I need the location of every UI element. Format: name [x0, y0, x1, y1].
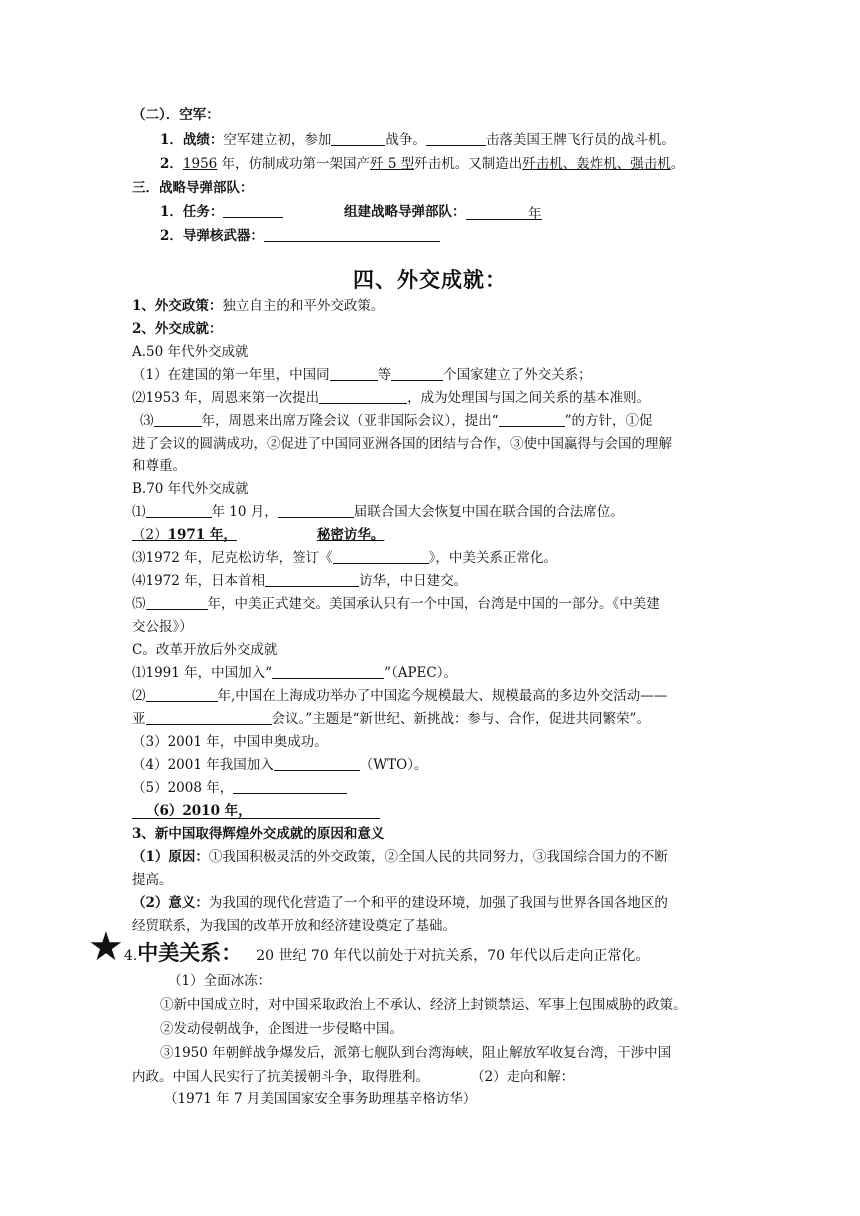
text: ⑸ [132, 596, 146, 612]
text: 年，中美正式建交。美国承认只有一个中国，台湾是中国的一部分。《中美建 [207, 596, 660, 612]
line-r1 [132, 848, 668, 866]
blank [319, 389, 407, 404]
line-b1 [132, 503, 624, 521]
text: 年，周恩来出席万隆会议（亚非国际会议），提出“ [201, 413, 499, 429]
text: ”的方针，①促 [564, 413, 653, 429]
title: 中美关系： [137, 940, 243, 965]
line-reasons-title: 3、新中国取得辉煌外交成就的原因和意义 [132, 826, 385, 842]
text: ⑴ [132, 504, 146, 520]
text: 歼击机。又制造出 [414, 156, 523, 172]
blank [233, 779, 347, 794]
text: 年，仿制成功第一架国产 [217, 156, 371, 172]
line-achievements: 2、外交成就： [132, 321, 223, 337]
line-c6 [132, 802, 380, 820]
text: 秘密访华。 [316, 527, 385, 543]
blank-year [466, 205, 542, 220]
line-r1-cont: 提高。 [132, 872, 173, 888]
text: （2）走向和解： [471, 1069, 575, 1085]
star-icon: ★ [88, 924, 124, 970]
subheading-70s: B.70 年代外交成就 [132, 481, 249, 497]
text: 年 10 月， [211, 504, 278, 520]
line-first-jet [160, 155, 684, 173]
label: 1、外交政策： [132, 298, 223, 314]
line-b4 [132, 572, 467, 590]
text: ⑶ [140, 413, 154, 429]
text: ①我国积极灵活的外交政策，②全国人民的共同努力，③我国综合国力的不断 [208, 849, 668, 865]
line-air-force-record [160, 131, 675, 149]
blank [333, 549, 429, 564]
text: （WTO）。 [359, 757, 428, 773]
line-c2-cont [132, 710, 650, 728]
text: 年,中国在上海成功举办了中国迄今规模最大、规模最高的多边外交活动—— [217, 688, 668, 704]
text: （1）在建国的第一年里，中国同 [132, 367, 330, 383]
text: 。 [670, 156, 685, 172]
text: 》，中美关系正常化。 [428, 550, 557, 566]
line-policy [132, 297, 384, 315]
text: 1971 年， [167, 527, 237, 543]
text: 空军建立初，参加 [223, 132, 332, 148]
line-b5-cont: 交公报》） [132, 619, 193, 635]
line-c5 [132, 779, 347, 797]
line-d1-3: ③1950 年朝鲜战争爆发后，派第七舰队到台湾海峡，阻止解放军收复台湾，干涉中国 [160, 1045, 672, 1061]
blank [274, 756, 360, 771]
blank [331, 131, 385, 146]
line-a2 [132, 389, 650, 407]
text: （4）2001 年我国加入 [132, 757, 274, 773]
line-c1 [132, 664, 457, 682]
label: 2． [160, 156, 183, 172]
line-r2 [132, 894, 668, 912]
text: 届联合国大会恢复中国在联合国的合法席位。 [353, 504, 624, 520]
label: 组建战略导弹部队： [344, 204, 466, 220]
label: 2．导弹核武器： [160, 228, 264, 244]
text: （6）2010 年， [146, 803, 252, 819]
subheading-reform: C。改革开放后外交成就 [132, 642, 278, 658]
plane-types: 歼击机、轰炸机、强击机 [522, 156, 671, 172]
blank [272, 664, 384, 679]
text: 亚 [132, 711, 146, 727]
blank [146, 687, 218, 702]
label: 1．任务： [160, 204, 224, 220]
text: 20 世纪 70 年代以前处于对抗关系，70 年代以后走向正常化。 [256, 948, 650, 964]
line-b5 [132, 595, 660, 613]
text: （5）2008 年， [132, 780, 234, 796]
line-c3: （3）2001 年，中国申奥成功。 [132, 734, 328, 750]
line-d1: （1）全面冰冻： [168, 973, 272, 989]
label: （1）原因： [132, 849, 209, 865]
text: 击落美国王牌飞行员的战斗机。 [485, 132, 675, 148]
line-d1-1: ①新中国成立时，对中国采取政治上不承认、经济上封锁禁运、军事上包围威胁的政策。 [160, 997, 687, 1013]
section-title-air-force: （二）．空军： [132, 107, 220, 123]
text: 会议。”主题是“新世纪、新挑战：参与、合作，促进共同繁荣”。 [271, 711, 650, 727]
line-b3 [132, 549, 557, 567]
line-a3-cont2: 和尊重。 [132, 458, 186, 474]
blank [330, 366, 378, 381]
blank [223, 203, 283, 218]
blank [146, 710, 272, 725]
line-a3 [140, 412, 653, 430]
text: ⑵ [132, 688, 146, 704]
line-c2 [132, 687, 667, 705]
line-a3-cont: 进了会议的圆满成功，②促进了中国同亚洲各国的团结与合作，③使中国赢得与会国的理解 [132, 436, 672, 452]
line-missile-task [160, 203, 283, 221]
line-d1-3-cont [132, 1068, 574, 1086]
text: 为我国的现代化营造了一个和平的建设环境，加强了我国与世界各国各地区的 [208, 895, 668, 911]
text: 等 [377, 367, 392, 383]
text: 4. [123, 948, 138, 964]
label: 1．战绩： [160, 132, 224, 148]
text: ⑷1972 年，日本首相 [132, 573, 266, 589]
text: （2） [132, 527, 168, 543]
blank [499, 412, 565, 427]
text: 战争。 [385, 132, 426, 148]
year: 1956 [182, 156, 218, 172]
year-suffix: 年 [528, 206, 542, 222]
plane-model: 歼 5 型 [370, 156, 415, 172]
blank [264, 227, 440, 242]
line-missile-founded [344, 203, 542, 221]
line-a1 [132, 366, 592, 384]
line-d2-1: （1971 年 7 月美国国家安全事务助理基辛格访华） [164, 1091, 477, 1107]
blank [426, 131, 486, 146]
blank [154, 412, 202, 427]
section-title-missile: 三．战略导弹部队： [132, 180, 254, 196]
blank [146, 595, 208, 610]
blank [278, 503, 354, 518]
text: 内政。中国人民实行了抗美援朝斗争，取得胜利。 [132, 1069, 429, 1085]
text: ”（APEC）。 [384, 665, 457, 681]
line-r2-cont: 经贸联系，为我国的改革开放和经济建设奠定了基础。 [132, 918, 456, 934]
line-nuclear [160, 227, 440, 245]
line-d1-2: ②发动侵朝战争，企图进一步侵略中国。 [160, 1021, 403, 1037]
text: 独立自主的和平外交政策。 [222, 298, 385, 314]
text: 个国家建立了外交关系； [443, 367, 592, 383]
text: ⑶1972 年，尼克松访华，签订《 [132, 550, 333, 566]
label: （2）意义： [132, 895, 209, 911]
blank [391, 366, 443, 381]
line-b2 [132, 526, 384, 544]
text: 访华，中日建交。 [359, 573, 468, 589]
blank-c6 [132, 802, 380, 819]
blank [265, 572, 359, 587]
heading-diplomacy: 四、外交成就： [353, 267, 507, 292]
blank [146, 503, 212, 518]
text: ⑵1953 年，周恩来第一次提出 [132, 390, 320, 406]
text: ，成为处理国与国之间关系的基本准则。 [407, 390, 651, 406]
text: ⑴1991 年，中国加入“ [132, 665, 273, 681]
line-c4 [132, 756, 427, 774]
subheading-50s: A.50 年代外交成就 [132, 344, 249, 360]
